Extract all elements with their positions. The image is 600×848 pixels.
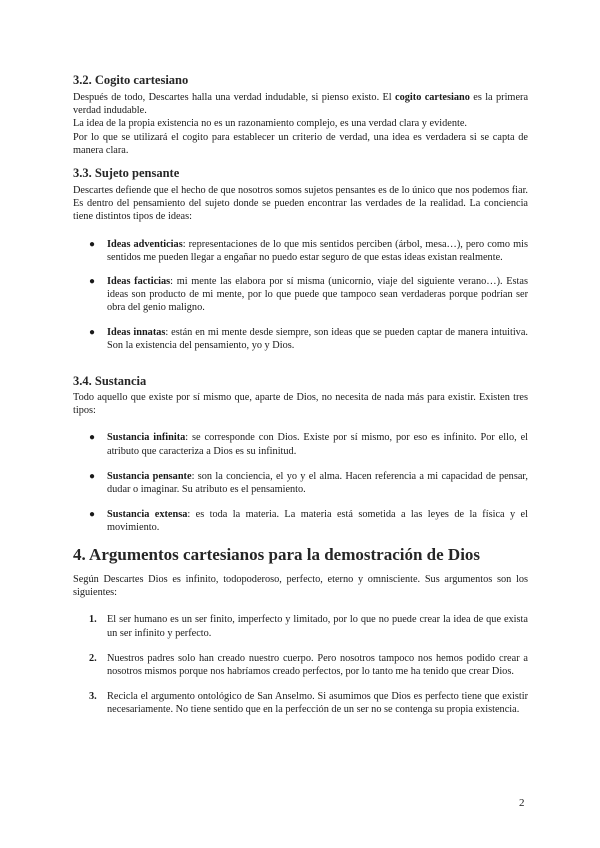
text: : es toda la materia. La materia está sometida a las leyes de la física y el movimiento.: [107, 509, 528, 534]
bullet-icon: ●: [89, 470, 96, 482]
list-item: [73, 275, 528, 315]
list-item: [73, 470, 528, 496]
section-sustancia: [73, 373, 528, 535]
paragraph: Descartes defiende que el hecho de que nosotros somos sujetos pensantes es de lo único que nos podemos fiar. Es dentro del pensamiento del sujeto donde se pueden encontrar las verdades de la realidad. La conciencia tiene distintos tipos de ideas:: [73, 185, 528, 223]
list-number: 3.: [89, 691, 97, 703]
numbered-list: [73, 613, 528, 716]
text: Recicla el argumento ontológico de San Anselmo. Si asumimos que Dios es perfecto tiene que existir necesariamente. No tiene sentido que en la perfección de un ser no se contenga su propia existencia.: [107, 691, 528, 716]
text: Nuestros padres solo han creado nuestro cuerpo. Pero nosotros tampoco nos hemos podido crear a nosotros mismos porque nos habríamos creado perfectos, por lo tanto me ha tenido que crear Dios.: [107, 652, 528, 678]
paragraph: La idea de la propia existencia no es un razonamiento complejo, es una verdad clara y evidente.: [73, 118, 467, 130]
bullet-icon: ●: [89, 238, 96, 250]
bullet-icon: ●: [89, 509, 96, 521]
section-cogito: [73, 72, 528, 157]
list-item: [73, 613, 528, 639]
paragraph: Todo aquello que existe por sí mismo que, aparte de Dios, no necesita de nada más para existir. Existen tres tipos:: [73, 392, 528, 417]
list-item: [73, 508, 528, 534]
list-item: [73, 652, 528, 678]
list-item: [73, 238, 528, 264]
bold-term: Sustancia pensante: [107, 470, 192, 482]
bold-term: cogito cartesiano: [395, 92, 470, 103]
list-item: [73, 431, 528, 457]
paragraph: [73, 91, 528, 117]
list-number: 2.: [89, 652, 97, 664]
text: El ser humano es un ser finito, imperfecto y limitado, por lo que no puede crear la idea de que exista un ser infinito y perfecto.: [107, 614, 528, 639]
bullet-icon: ●: [89, 432, 96, 444]
bullet-list: [73, 431, 528, 534]
text: : están en mi mente desde siempre, son ideas que se pueden captar de manera intuitiva. Son la existencia del pensamiento, yo y Dios.: [107, 326, 528, 351]
section-heading: 3.4. Sustancia: [73, 374, 147, 388]
bullet-icon: ●: [89, 326, 96, 338]
text: : representaciones de lo que mis sentidos perciben (árbol, mesa…), pero como mis sentidos me pueden llegar a engañar no puedo estar seguro de que estas ideas existan realmente.: [107, 238, 528, 263]
text: es la primera verdad indudable.: [73, 92, 529, 117]
bold-term: Sustancia extensa: [107, 509, 188, 521]
bold-term: Sustancia infinita: [107, 432, 186, 444]
text: : mi mente las elabora por sí misma (unicornio, viaje del siguiente verano…). Estas ideas son producto de mi mente, por lo que puede que tampoco sean verdaderas porque podrían ser obra del genio maligno.: [107, 276, 528, 314]
list-item: [73, 690, 528, 716]
bold-term: Ideas adventicias: [107, 238, 183, 250]
section-argumentos: [73, 544, 528, 717]
text: Después de todo, Descartes halla una verdad indudable, si pienso existo. El: [73, 92, 396, 103]
bullet-list: [73, 238, 528, 352]
bullet-icon: ●: [89, 276, 96, 288]
section-heading: 3.2. Cogito cartesiano: [73, 73, 189, 87]
list-number: 1.: [89, 614, 97, 626]
paragraph: Por lo que se utilizará el cogito para establecer un criterio de verdad, una idea es verdadera si se capta de manera clara.: [73, 131, 528, 156]
page-number: 2: [519, 797, 525, 809]
section-sujeto-pensante: [73, 165, 528, 352]
bold-term: Ideas innatas: [107, 326, 166, 338]
paragraph: Según Descartes Dios es infinito, todopoderoso, perfecto, eterno y omnisciente. Sus argumentos son los siguientes:: [73, 574, 528, 599]
text: : son la conciencia, el yo y el alma. Hacen referencia a mi capacidad de pensar, dudar o imaginar. Su atributo es el pensamiento.: [107, 470, 528, 496]
section-heading: 3.3. Sujeto pensante: [73, 166, 180, 180]
text: : se corresponde con Dios. Existe por sí mismo, por eso es infinito. Por ello, el atributo que caracteriza a Dios es su infinitud.: [107, 432, 529, 457]
section-heading: 4. Argumentos cartesianos para la demostración de Dios: [73, 545, 481, 564]
list-item: [73, 326, 528, 352]
bold-term: Ideas facticias: [107, 276, 171, 288]
